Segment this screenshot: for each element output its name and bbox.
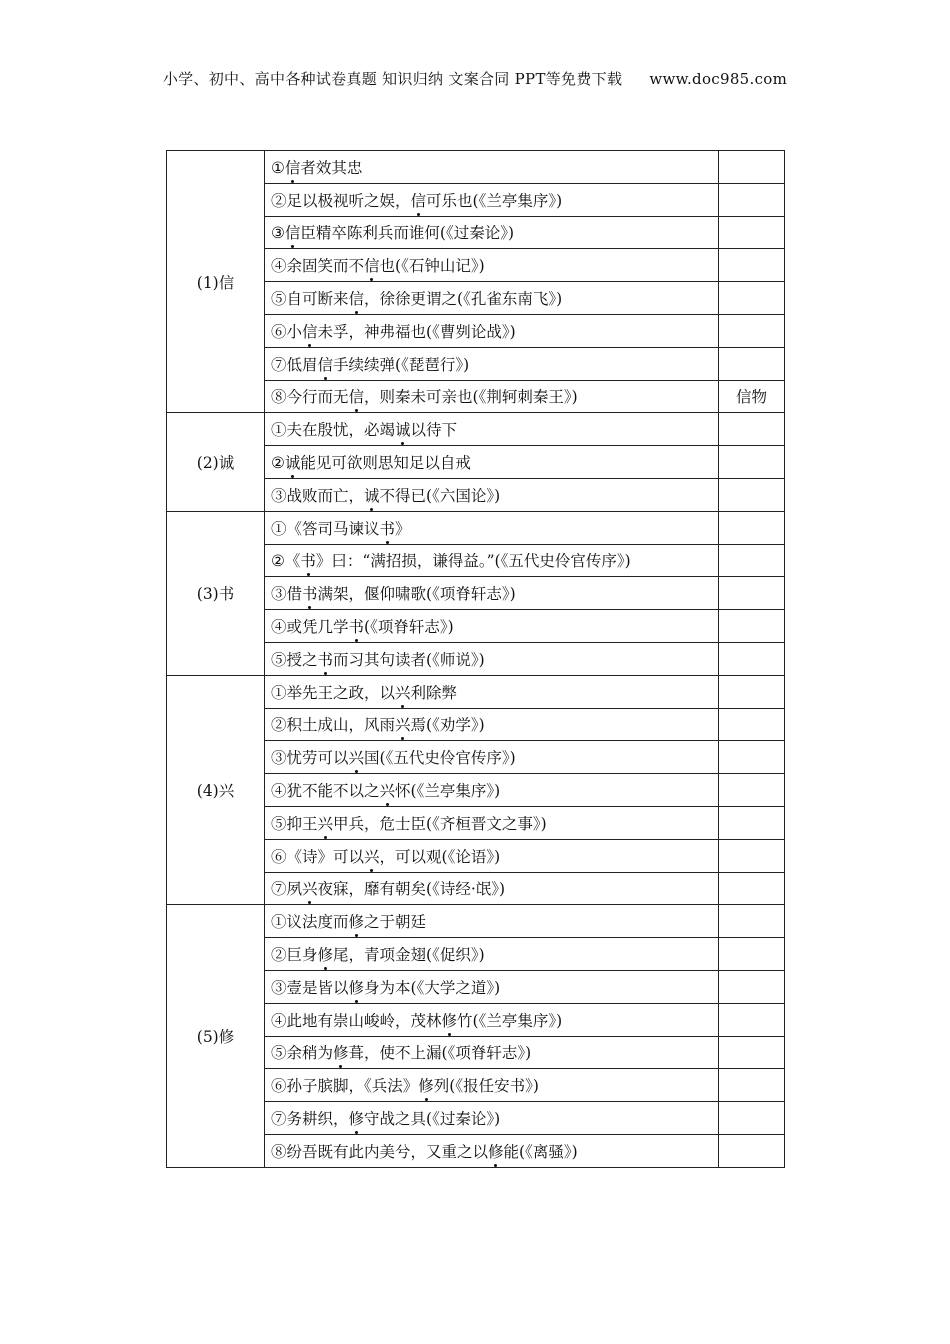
sentence-text-after: 葺，使不上漏(《项脊轩志》) bbox=[348, 1044, 532, 1063]
example-sentence-cell bbox=[265, 478, 719, 511]
sentence-text-before: ⑤授之 bbox=[271, 650, 318, 669]
emphasized-keyword: 修 bbox=[442, 1009, 458, 1031]
sentence-text-after: 以待下 bbox=[410, 421, 458, 440]
sentence-text-before: ⑤余稍为 bbox=[271, 1044, 334, 1063]
meaning-cell bbox=[719, 314, 785, 347]
emphasized-keyword: 兴 bbox=[380, 779, 396, 801]
example-sentence-cell bbox=[265, 446, 719, 479]
example-sentence-cell bbox=[265, 577, 719, 610]
sentence-text-after: 满架，偃仰啸歌(《项脊轩志》) bbox=[317, 585, 516, 604]
emphasized-keyword: 书 bbox=[318, 648, 334, 670]
meaning-cell bbox=[719, 1003, 785, 1036]
meaning-cell bbox=[719, 413, 785, 446]
example-sentence-cell bbox=[265, 642, 719, 675]
emphasized-keyword: 兴 bbox=[349, 746, 365, 768]
emphasized-keyword: 信 bbox=[349, 385, 365, 407]
emphasized-keyword: 书 bbox=[349, 615, 365, 637]
example-sentence-cell bbox=[265, 1036, 719, 1069]
emphasized-keyword: 信 bbox=[285, 221, 301, 243]
sentence-text-after: 而习其句读者(《师说》) bbox=[333, 650, 485, 669]
sentence-text-before: ③借 bbox=[271, 585, 303, 604]
sentence-text-after: 焉(《劝学》) bbox=[410, 716, 485, 735]
meaning-cell bbox=[719, 905, 785, 938]
emphasized-keyword: 修 bbox=[418, 1074, 434, 1096]
sentence-text-before: ②积土成山，风雨 bbox=[271, 716, 396, 735]
sentence-text-before: ⑤抑王 bbox=[271, 814, 318, 833]
example-sentence-cell bbox=[265, 413, 719, 446]
sentence-text-before: ⑥小 bbox=[271, 322, 303, 341]
keyword-cell: (2)诚 bbox=[167, 413, 265, 511]
sentence-text-before: ③壹是皆以 bbox=[271, 978, 349, 997]
sentence-text-after: 身为本(《大学之道》) bbox=[364, 978, 501, 997]
sentence-text-after: 尾，青项金翅(《促织》) bbox=[333, 946, 485, 965]
emphasized-keyword: 信 bbox=[364, 254, 380, 276]
sentence-text-after: 夜寐，靡有朝矣(《诗经·氓》) bbox=[317, 880, 506, 899]
sentence-text-after: 守战之具(《过秦论》) bbox=[364, 1110, 501, 1128]
emphasized-keyword: 书 bbox=[380, 517, 396, 539]
sentence-text-after: ，可以观(《论语》) bbox=[379, 847, 501, 866]
page-header bbox=[0, 68, 950, 89]
sentence-text-after: ，徐徐更谓之(《孔雀东南飞》) bbox=[364, 290, 563, 309]
example-sentence-cell bbox=[265, 610, 719, 643]
sentence-text-after: 不得已(《六国论》) bbox=[379, 486, 501, 505]
example-sentence-cell bbox=[265, 314, 719, 347]
sentence-text-after: 也(《石钟山记》) bbox=[379, 257, 485, 276]
meaning-cell bbox=[719, 216, 785, 249]
meaning-cell bbox=[719, 839, 785, 872]
example-sentence-cell bbox=[265, 249, 719, 282]
table-row bbox=[167, 905, 785, 938]
sentence-text-before: ①《答司马谏议 bbox=[271, 519, 380, 538]
sentence-text-before: ①议法度而 bbox=[271, 913, 349, 932]
sentence-text-before: ④犹不能不以之 bbox=[271, 782, 380, 801]
sentence-text-after: 之于朝廷 bbox=[364, 913, 427, 932]
header-site: www.doc985.com bbox=[649, 70, 788, 88]
sentence-text-after: (《项脊轩志》) bbox=[364, 618, 454, 637]
sentence-text-before: ⑧纷吾既有此内美兮，又重之以 bbox=[271, 1142, 489, 1161]
sentence-text-before: ①夫在殷忧，必竭 bbox=[271, 421, 396, 440]
meaning-cell bbox=[719, 774, 785, 807]
sentence-text-before: ② bbox=[271, 454, 285, 473]
emphasized-keyword: 信 bbox=[318, 353, 334, 375]
meaning-cell bbox=[719, 347, 785, 380]
example-sentence-cell bbox=[265, 544, 719, 577]
sentence-text-before: ①举先王之政，以 bbox=[271, 683, 396, 702]
meaning-cell bbox=[719, 544, 785, 577]
sentence-text-before: ②《 bbox=[271, 552, 301, 571]
sentence-text-before: ① bbox=[271, 158, 285, 177]
meaning-cell bbox=[719, 282, 785, 315]
meaning-cell bbox=[719, 642, 785, 675]
sentence-text-before: ②巨身 bbox=[271, 946, 318, 965]
example-sentence-cell bbox=[265, 183, 719, 216]
emphasized-keyword: 修 bbox=[488, 1140, 504, 1162]
meaning-cell bbox=[719, 151, 785, 184]
meaning-cell bbox=[719, 1134, 785, 1167]
sentence-text-after: ，则秦未可亲也(《荆轲刺秦王》) bbox=[364, 388, 578, 407]
meaning-cell bbox=[719, 1036, 785, 1069]
vocabulary-table-body bbox=[167, 151, 785, 1168]
header-text: 小学、初中、高中各种试卷真题 知识归纳 文案合同 PPT等免费下载 bbox=[162, 70, 623, 88]
sentence-text-after: 未孚，神弗福也(《曹刿论战》) bbox=[317, 322, 516, 341]
meaning-cell bbox=[719, 872, 785, 905]
sentence-text-before: ④余固笑而不 bbox=[271, 257, 365, 276]
meaning-cell bbox=[719, 1102, 785, 1135]
emphasized-keyword: 修 bbox=[333, 1041, 349, 1063]
meaning-cell bbox=[719, 249, 785, 282]
emphasized-keyword: 信 bbox=[285, 156, 301, 178]
sentence-text-after: 》曰：“满招损，谦得益。”(《五代史伶官传序》) bbox=[315, 552, 631, 571]
table-row bbox=[167, 151, 785, 184]
sentence-text-before: ④或凭几学 bbox=[271, 618, 349, 637]
sentence-text-before: ⑤自可断来 bbox=[271, 290, 349, 309]
emphasized-keyword: 书 bbox=[300, 549, 316, 571]
example-sentence-cell bbox=[265, 774, 719, 807]
meaning-cell bbox=[719, 675, 785, 708]
example-sentence-cell bbox=[265, 839, 719, 872]
sentence-text-before: ③战败而亡， bbox=[271, 486, 365, 505]
example-sentence-cell bbox=[265, 675, 719, 708]
meaning-cell bbox=[719, 806, 785, 839]
sentence-text-after: 手续续弹(《琵琶行》) bbox=[333, 355, 470, 374]
emphasized-keyword: 信 bbox=[411, 189, 427, 211]
sentence-text-after: 能见可欲则思知足以自戒 bbox=[300, 454, 471, 473]
example-sentence-cell bbox=[265, 806, 719, 839]
keyword-cell: (5)修 bbox=[167, 905, 265, 1167]
sentence-text-before: ⑥《诗》可以 bbox=[271, 847, 365, 866]
example-sentence-cell bbox=[265, 938, 719, 971]
meaning-cell bbox=[719, 577, 785, 610]
example-sentence-cell bbox=[265, 282, 719, 315]
sentence-text-before: ⑦务耕织， bbox=[271, 1110, 349, 1128]
table-row bbox=[167, 675, 785, 708]
example-sentence-cell bbox=[265, 151, 719, 184]
meaning-cell bbox=[719, 970, 785, 1003]
example-sentence-cell bbox=[265, 970, 719, 1003]
example-sentence-cell bbox=[265, 511, 719, 544]
sentence-text-before: ⑦低眉 bbox=[271, 355, 318, 374]
meaning-cell bbox=[719, 511, 785, 544]
example-sentence-cell bbox=[265, 1134, 719, 1167]
example-sentence-cell bbox=[265, 708, 719, 741]
sentence-text-after: 国(《五代史伶官传序》) bbox=[364, 749, 516, 768]
table-row bbox=[167, 413, 785, 446]
example-sentence-cell bbox=[265, 741, 719, 774]
emphasized-keyword: 修 bbox=[318, 943, 334, 965]
sentence-text-before: ⑧今行而无 bbox=[271, 388, 349, 407]
sentence-text-after: 臣精卒陈利兵而谁何(《过秦论》) bbox=[300, 224, 515, 243]
emphasized-keyword: 兴 bbox=[395, 681, 411, 703]
vocabulary-table bbox=[166, 150, 785, 1168]
sentence-text-after: 者效其忠 bbox=[300, 158, 363, 177]
example-sentence-cell bbox=[265, 872, 719, 905]
emphasized-keyword: 信 bbox=[349, 287, 365, 309]
sentence-text-after: 甲兵，危士臣(《齐桓晋文之事》) bbox=[333, 814, 547, 833]
meaning-cell bbox=[719, 478, 785, 511]
meaning-cell bbox=[719, 708, 785, 741]
meaning-cell bbox=[719, 446, 785, 479]
example-sentence-cell bbox=[265, 1003, 719, 1036]
emphasized-keyword: 修 bbox=[349, 1107, 365, 1129]
emphasized-keyword: 兴 bbox=[318, 812, 334, 834]
sentence-text-before: ⑥孙子膑脚，《兵法》 bbox=[271, 1077, 419, 1096]
sentence-text-after: 列(《报任安书》) bbox=[433, 1077, 539, 1096]
emphasized-keyword: 兴 bbox=[302, 877, 318, 899]
meaning-cell bbox=[719, 741, 785, 774]
example-sentence-cell bbox=[265, 1102, 719, 1135]
emphasized-keyword: 诚 bbox=[285, 451, 301, 473]
meaning-cell bbox=[719, 610, 785, 643]
example-sentence-cell bbox=[265, 380, 719, 413]
table-row bbox=[167, 511, 785, 544]
keyword-cell: (3)书 bbox=[167, 511, 265, 675]
sentence-text-before: ③ bbox=[271, 224, 285, 243]
example-sentence-cell bbox=[265, 216, 719, 249]
sentence-text-after: 怀(《兰亭集序》) bbox=[395, 782, 501, 801]
sentence-text-before: ⑦夙 bbox=[271, 880, 303, 899]
meaning-cell bbox=[719, 1069, 785, 1102]
emphasized-keyword: 兴 bbox=[364, 845, 380, 867]
meaning-cell: 信物 bbox=[719, 380, 785, 413]
emphasized-keyword: 信 bbox=[302, 320, 318, 342]
example-sentence-cell bbox=[265, 1069, 719, 1102]
emphasized-keyword: 诚 bbox=[364, 484, 380, 506]
sentence-text-after: 》 bbox=[395, 519, 411, 538]
emphasized-keyword: 书 bbox=[302, 582, 318, 604]
meaning-cell bbox=[719, 938, 785, 971]
emphasized-keyword: 修 bbox=[349, 910, 365, 932]
emphasized-keyword: 兴 bbox=[395, 713, 411, 735]
sentence-text-after: 利除弊 bbox=[410, 683, 458, 702]
sentence-text-after: 竹(《兰亭集序》) bbox=[457, 1011, 563, 1030]
example-sentence-cell bbox=[265, 347, 719, 380]
sentence-text-before: ③忧劳可以 bbox=[271, 749, 349, 768]
meaning-cell bbox=[719, 183, 785, 216]
sentence-text-before: ②足以极视听之娱， bbox=[271, 191, 411, 210]
sentence-text-after: 可乐也(《兰亭集序》) bbox=[426, 191, 563, 210]
sentence-text-after: 能(《离骚》) bbox=[503, 1142, 578, 1161]
example-sentence-cell bbox=[265, 905, 719, 938]
keyword-cell: (1)信 bbox=[167, 151, 265, 413]
keyword-cell: (4)兴 bbox=[167, 675, 265, 905]
sentence-text-before: ④此地有崇山峻岭，茂林 bbox=[271, 1011, 442, 1030]
emphasized-keyword: 诚 bbox=[395, 418, 411, 440]
emphasized-keyword: 修 bbox=[349, 976, 365, 998]
